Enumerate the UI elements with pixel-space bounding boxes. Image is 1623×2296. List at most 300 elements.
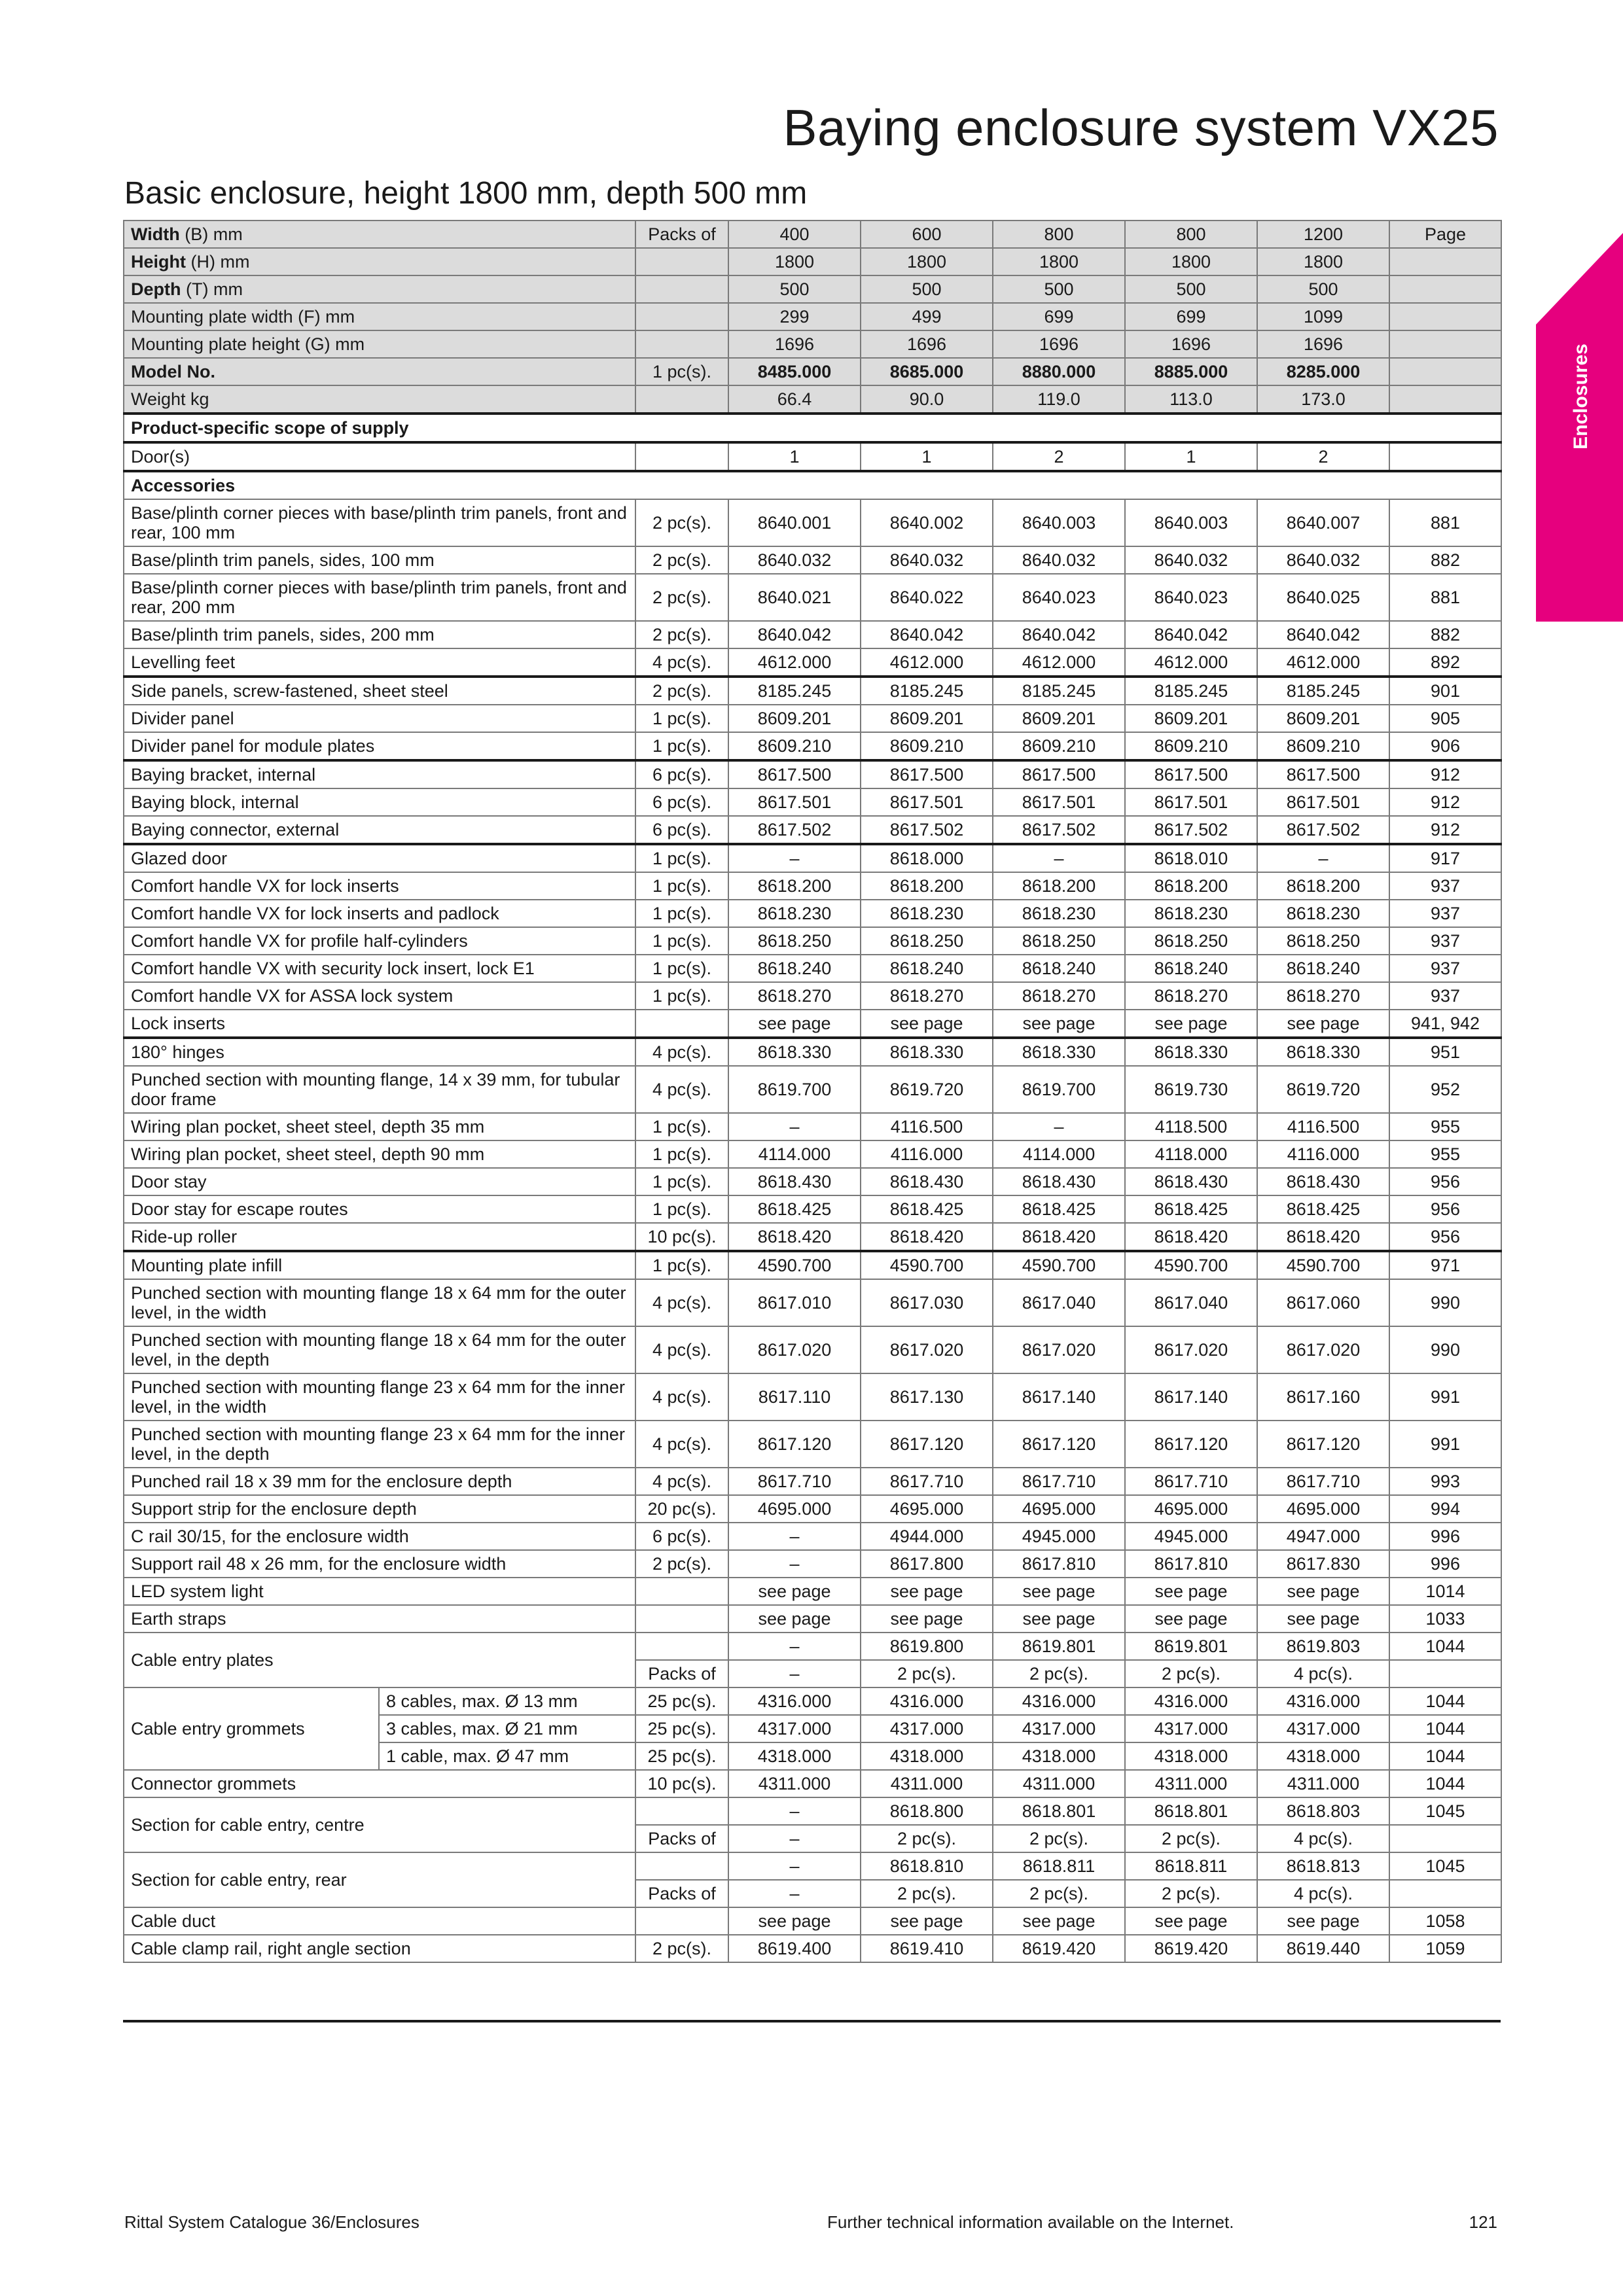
- value-cell: 8618.200: [1125, 872, 1257, 900]
- packs-cell: Packs of: [635, 1825, 728, 1852]
- value-cell: 8617.810: [1125, 1550, 1257, 1578]
- packs-cell: 1 pc(s).: [635, 872, 728, 900]
- value-cell: 8185.245: [861, 677, 993, 705]
- table-row: [124, 900, 1501, 927]
- value-cell: 4316.000: [861, 1687, 993, 1715]
- table-row: [124, 1605, 1501, 1633]
- value-cell: 4114.000: [728, 1140, 861, 1168]
- table-row: [124, 1251, 1501, 1279]
- row-label-unit: (H) mm: [186, 252, 250, 272]
- value-cell: 8185.245: [993, 677, 1125, 705]
- value-cell: 8619.801: [1125, 1633, 1257, 1660]
- page-cell: 901: [1389, 677, 1501, 705]
- packs-cell: 1 pc(s).: [635, 1113, 728, 1140]
- value-cell: 8619.700: [728, 1066, 861, 1113]
- row-label: Comfort handle VX for lock inserts and padlock: [124, 900, 635, 927]
- table-row: [124, 1113, 1501, 1140]
- value-cell: 699: [993, 303, 1125, 330]
- row-label: Mounting plate infill: [124, 1251, 635, 1279]
- packs-cell: 1 pc(s).: [635, 1168, 728, 1195]
- page-cell: 912: [1389, 788, 1501, 816]
- row-label: Section for cable entry, centre: [124, 1797, 635, 1852]
- value-cell: 8617.501: [1125, 788, 1257, 816]
- value-cell: 4116.500: [861, 1113, 993, 1140]
- value-cell: 8618.200: [1257, 872, 1389, 900]
- value-cell: 8618.250: [861, 927, 993, 955]
- packs-cell: 2 pc(s).: [635, 677, 728, 705]
- row-sublabel: 8 cables, max. Ø 13 mm: [379, 1687, 635, 1715]
- page-cell: [1389, 1825, 1501, 1852]
- page-cell: 937: [1389, 872, 1501, 900]
- value-cell: 8609.210: [1125, 732, 1257, 760]
- value-cell: 8618.801: [1125, 1797, 1257, 1825]
- value-cell: 8618.425: [993, 1195, 1125, 1223]
- value-cell: 8618.813: [1257, 1852, 1389, 1880]
- row-label: Punched section with mounting flange, 14 x 39 mm, for tubular door frame: [124, 1066, 635, 1113]
- value-cell: 2 pc(s).: [1125, 1880, 1257, 1907]
- value-cell: 1800: [728, 248, 861, 275]
- table-row: [124, 677, 1501, 705]
- value-cell: 4318.000: [861, 1742, 993, 1770]
- value-cell: 8640.022: [861, 574, 993, 621]
- value-cell: 8617.040: [993, 1279, 1125, 1326]
- page-cell: [1389, 330, 1501, 358]
- value-cell: 8617.030: [861, 1279, 993, 1326]
- value-cell: 8640.042: [1257, 621, 1389, 648]
- table-row: [124, 1066, 1501, 1113]
- value-cell: 8617.502: [861, 816, 993, 844]
- value-cell: 8640.032: [1257, 546, 1389, 574]
- value-cell: 8618.810: [861, 1852, 993, 1880]
- packs-cell: 10 pc(s).: [635, 1770, 728, 1797]
- value-cell: 4316.000: [1125, 1687, 1257, 1715]
- value-cell: 4612.000: [728, 648, 861, 677]
- value-cell: 8640.032: [993, 546, 1125, 574]
- page-cell: [1389, 275, 1501, 303]
- value-cell: 8617.710: [1125, 1468, 1257, 1495]
- value-cell: 8618.425: [1125, 1195, 1257, 1223]
- packs-cell: 1 pc(s).: [635, 982, 728, 1010]
- value-cell: 8609.210: [1257, 732, 1389, 760]
- value-cell: 8618.801: [993, 1797, 1125, 1825]
- table-row: [124, 1279, 1501, 1326]
- value-cell: –: [993, 1113, 1125, 1140]
- value-cell: see page: [728, 1578, 861, 1605]
- packs-cell: 4 pc(s).: [635, 1326, 728, 1373]
- table-row: [124, 982, 1501, 1010]
- value-cell: 8617.500: [728, 760, 861, 788]
- packs-cell: [635, 1578, 728, 1605]
- value-cell: 4318.000: [728, 1742, 861, 1770]
- value-cell: 4316.000: [728, 1687, 861, 1715]
- value-cell: 4311.000: [861, 1770, 993, 1797]
- table-row: [124, 1010, 1501, 1038]
- value-cell: 8618.430: [993, 1168, 1125, 1195]
- value-cell: 8618.230: [728, 900, 861, 927]
- value-cell: 1800: [993, 248, 1125, 275]
- packs-cell: Packs of: [635, 1660, 728, 1687]
- row-label: Cable entry grommets: [124, 1687, 379, 1770]
- row-label: Cable duct: [124, 1907, 635, 1935]
- value-cell: 8617.060: [1257, 1279, 1389, 1326]
- value-cell: 4316.000: [993, 1687, 1125, 1715]
- value-cell: 4311.000: [1125, 1770, 1257, 1797]
- packs-cell: 4 pc(s).: [635, 1468, 728, 1495]
- page-cell: 956: [1389, 1223, 1501, 1251]
- row-label-unit: (T) mm: [181, 279, 243, 299]
- packs-cell: 4 pc(s).: [635, 1373, 728, 1421]
- value-cell: 8618.250: [1257, 927, 1389, 955]
- value-cell: see page: [993, 1578, 1125, 1605]
- value-cell: 8617.020: [728, 1326, 861, 1373]
- value-cell: 8619.800: [861, 1633, 993, 1660]
- packs-cell: Packs of: [635, 1880, 728, 1907]
- value-cell: –: [728, 1550, 861, 1578]
- packs-cell: 1 pc(s).: [635, 927, 728, 955]
- packs-cell: Packs of: [635, 221, 728, 248]
- value-cell: 4311.000: [1257, 1770, 1389, 1797]
- table-row: [124, 1140, 1501, 1168]
- page-subtitle: Basic enclosure, height 1800 mm, depth 500 mm: [124, 176, 808, 211]
- value-cell: 8618.420: [1125, 1223, 1257, 1251]
- table-row: [124, 1195, 1501, 1223]
- table-row: [124, 499, 1501, 546]
- value-cell: see page: [728, 1907, 861, 1935]
- section-tab-label: Enclosures: [1570, 344, 1592, 450]
- value-cell: 8619.720: [1257, 1066, 1389, 1113]
- page-cell: 1044: [1389, 1770, 1501, 1797]
- table-row: [124, 1168, 1501, 1195]
- value-cell: 4118.500: [1125, 1113, 1257, 1140]
- value-cell: 4947.000: [1257, 1523, 1389, 1550]
- value-cell: 8618.240: [1125, 955, 1257, 982]
- value-cell: 4695.000: [861, 1495, 993, 1523]
- table-row: [124, 1907, 1501, 1935]
- value-cell: 8640.042: [1125, 621, 1257, 648]
- value-cell: 2 pc(s).: [861, 1880, 993, 1907]
- value-cell: 8618.330: [993, 1038, 1125, 1066]
- table-row: [124, 358, 1501, 385]
- value-cell: 500: [728, 275, 861, 303]
- value-cell: 8618.240: [728, 955, 861, 982]
- page-cell: 937: [1389, 982, 1501, 1010]
- value-cell: 113.0: [1125, 385, 1257, 414]
- table-row: [124, 1523, 1501, 1550]
- value-cell: 8640.032: [728, 546, 861, 574]
- value-cell: 4118.000: [1125, 1140, 1257, 1168]
- packs-cell: [635, 1852, 728, 1880]
- value-cell: see page: [1125, 1907, 1257, 1935]
- packs-cell: 6 pc(s).: [635, 1523, 728, 1550]
- table-row: [124, 648, 1501, 677]
- value-cell: 2 pc(s).: [993, 1660, 1125, 1687]
- value-cell: 8185.245: [1125, 677, 1257, 705]
- value-cell: 2: [993, 442, 1125, 471]
- value-cell: 4318.000: [993, 1742, 1125, 1770]
- table-row: [124, 1687, 1501, 1715]
- value-cell: 8609.201: [993, 705, 1125, 732]
- value-cell: 8617.800: [861, 1550, 993, 1578]
- value-cell: 8617.140: [993, 1373, 1125, 1421]
- value-cell: 8619.700: [993, 1066, 1125, 1113]
- value-cell: 8618.430: [1125, 1168, 1257, 1195]
- value-cell: 8640.002: [861, 499, 993, 546]
- page-cell: 937: [1389, 927, 1501, 955]
- value-cell: 4318.000: [1125, 1742, 1257, 1770]
- value-cell: see page: [993, 1010, 1125, 1038]
- value-cell: 8618.200: [728, 872, 861, 900]
- table-row: [124, 732, 1501, 760]
- value-cell: 8619.803: [1257, 1633, 1389, 1660]
- value-cell: 8618.270: [728, 982, 861, 1010]
- value-cell: 8617.500: [993, 760, 1125, 788]
- value-cell: 8609.201: [1125, 705, 1257, 732]
- value-cell: 8640.032: [1125, 546, 1257, 574]
- value-cell: 4695.000: [728, 1495, 861, 1523]
- row-label-unit: Mounting plate width (F) mm: [131, 307, 355, 327]
- value-cell: 8609.201: [1257, 705, 1389, 732]
- value-cell: 4317.000: [1125, 1715, 1257, 1742]
- table-row: [124, 1633, 1501, 1660]
- table-row: [124, 330, 1501, 358]
- row-label: Door(s): [124, 442, 635, 471]
- value-cell: 4695.000: [1257, 1495, 1389, 1523]
- value-cell: 2 pc(s).: [861, 1825, 993, 1852]
- packs-cell: 1 pc(s).: [635, 358, 728, 385]
- table-row: [124, 303, 1501, 330]
- section-heading: Accessories: [124, 471, 1501, 499]
- value-cell: 8619.730: [1125, 1066, 1257, 1113]
- value-cell: 4114.000: [993, 1140, 1125, 1168]
- packs-cell: 1 pc(s).: [635, 732, 728, 760]
- value-cell: 8617.501: [728, 788, 861, 816]
- packs-cell: [635, 442, 728, 471]
- value-cell: 8609.210: [728, 732, 861, 760]
- packs-cell: [635, 1010, 728, 1038]
- table-row: [124, 705, 1501, 732]
- page-cell: 996: [1389, 1550, 1501, 1578]
- value-cell: 8609.201: [728, 705, 861, 732]
- value-cell: 8618.430: [861, 1168, 993, 1195]
- value-cell: 8617.502: [993, 816, 1125, 844]
- value-cell: 8618.811: [1125, 1852, 1257, 1880]
- value-cell: 4612.000: [1257, 648, 1389, 677]
- table-row: [124, 1038, 1501, 1066]
- value-cell: –: [728, 1113, 861, 1140]
- value-cell: 8609.201: [861, 705, 993, 732]
- value-cell: 8617.040: [1125, 1279, 1257, 1326]
- row-label-key: Height: [131, 252, 186, 272]
- page-cell: [1389, 442, 1501, 471]
- value-cell: see page: [861, 1605, 993, 1633]
- table-row: [124, 546, 1501, 574]
- spec-table-body: [124, 221, 1501, 1962]
- row-label-key: Model No.: [131, 362, 215, 381]
- value-cell: 8640.021: [728, 574, 861, 621]
- value-cell: 8617.110: [728, 1373, 861, 1421]
- row-label: Baying connector, external: [124, 816, 635, 844]
- table-row: [124, 844, 1501, 872]
- table-row: [124, 1326, 1501, 1373]
- page-title: Baying enclosure system VX25: [783, 99, 1499, 156]
- value-cell: 4311.000: [728, 1770, 861, 1797]
- value-cell: 4945.000: [993, 1523, 1125, 1550]
- row-label: [124, 221, 635, 248]
- value-cell: 4317.000: [728, 1715, 861, 1742]
- page-cell: 912: [1389, 760, 1501, 788]
- value-cell: 8618.230: [1257, 900, 1389, 927]
- value-cell: 4316.000: [1257, 1687, 1389, 1715]
- value-cell: –: [993, 844, 1125, 872]
- packs-cell: 25 pc(s).: [635, 1687, 728, 1715]
- value-cell: 8618.420: [1257, 1223, 1389, 1251]
- page-cell: Page: [1389, 221, 1501, 248]
- page-cell: 994: [1389, 1495, 1501, 1523]
- page-cell: 882: [1389, 621, 1501, 648]
- value-cell: 4695.000: [993, 1495, 1125, 1523]
- value-cell: 4612.000: [1125, 648, 1257, 677]
- table-row: [124, 1578, 1501, 1605]
- row-label: [124, 385, 635, 414]
- table-row: [124, 1223, 1501, 1251]
- packs-cell: [635, 1605, 728, 1633]
- table-row: [124, 760, 1501, 788]
- value-cell: see page: [993, 1605, 1125, 1633]
- value-cell: 8617.120: [728, 1421, 861, 1468]
- value-cell: 8640.042: [993, 621, 1125, 648]
- row-label: Lock inserts: [124, 1010, 635, 1038]
- packs-cell: 1 pc(s).: [635, 1195, 728, 1223]
- page-cell: 892: [1389, 648, 1501, 677]
- value-cell: 8609.210: [861, 732, 993, 760]
- page-cell: 955: [1389, 1113, 1501, 1140]
- value-cell: 8640.001: [728, 499, 861, 546]
- value-cell: 8618.330: [1257, 1038, 1389, 1066]
- value-cell: 4317.000: [993, 1715, 1125, 1742]
- value-cell: 4116.000: [1257, 1140, 1389, 1168]
- value-cell: 4590.700: [861, 1251, 993, 1279]
- value-cell: 8618.420: [728, 1223, 861, 1251]
- value-cell: 8618.250: [1125, 927, 1257, 955]
- value-cell: –: [728, 1825, 861, 1852]
- value-cell: 4116.500: [1257, 1113, 1389, 1140]
- value-cell: 8617.500: [1125, 760, 1257, 788]
- table-row: [124, 471, 1501, 499]
- value-cell: 4590.700: [1125, 1251, 1257, 1279]
- page-cell: 1033: [1389, 1605, 1501, 1633]
- packs-cell: 20 pc(s).: [635, 1495, 728, 1523]
- value-cell: 8685.000: [861, 358, 993, 385]
- value-cell: 4 pc(s).: [1257, 1660, 1389, 1687]
- page-cell: 952: [1389, 1066, 1501, 1113]
- value-cell: 8617.140: [1125, 1373, 1257, 1421]
- row-label: Connector grommets: [124, 1770, 635, 1797]
- table-row: [124, 927, 1501, 955]
- row-label: Comfort handle VX for profile half-cylinders: [124, 927, 635, 955]
- page-cell: 1058: [1389, 1907, 1501, 1935]
- row-sublabel: 1 cable, max. Ø 47 mm: [379, 1742, 635, 1770]
- page-cell: 941, 942: [1389, 1010, 1501, 1038]
- packs-cell: 2 pc(s).: [635, 546, 728, 574]
- value-cell: 2 pc(s).: [1125, 1825, 1257, 1852]
- value-cell: 8618.200: [861, 872, 993, 900]
- value-cell: 8619.420: [993, 1935, 1125, 1962]
- value-cell: 8618.250: [993, 927, 1125, 955]
- value-cell: 8885.000: [1125, 358, 1257, 385]
- page-cell: 937: [1389, 955, 1501, 982]
- value-cell: 8617.120: [1125, 1421, 1257, 1468]
- value-cell: 8617.500: [1257, 760, 1389, 788]
- value-cell: 8617.830: [1257, 1550, 1389, 1578]
- row-label: Divider panel: [124, 705, 635, 732]
- row-label: [124, 248, 635, 275]
- value-cell: –: [728, 1660, 861, 1687]
- row-label: Punched section with mounting flange 18 x 64 mm for the outer level, in the width: [124, 1279, 635, 1326]
- row-label-key: Width: [131, 224, 180, 244]
- value-cell: 8618.430: [728, 1168, 861, 1195]
- value-cell: 800: [993, 221, 1125, 248]
- value-cell: 4612.000: [993, 648, 1125, 677]
- value-cell: 66.4: [728, 385, 861, 414]
- row-label: C rail 30/15, for the enclosure width: [124, 1523, 635, 1550]
- packs-cell: 1 pc(s).: [635, 844, 728, 872]
- value-cell: 8617.120: [993, 1421, 1125, 1468]
- row-label: Base/plinth corner pieces with base/plinth trim panels, front and rear, 100 mm: [124, 499, 635, 546]
- value-cell: 1800: [1125, 248, 1257, 275]
- row-label: LED system light: [124, 1578, 635, 1605]
- page-cell: 1044: [1389, 1742, 1501, 1770]
- row-label: Support strip for the enclosure depth: [124, 1495, 635, 1523]
- row-label: Earth straps: [124, 1605, 635, 1633]
- page-cell: 971: [1389, 1251, 1501, 1279]
- packs-cell: [635, 1907, 728, 1935]
- value-cell: 119.0: [993, 385, 1125, 414]
- page-cell: 881: [1389, 574, 1501, 621]
- row-label: Glazed door: [124, 844, 635, 872]
- value-cell: 1099: [1257, 303, 1389, 330]
- value-cell: 8640.003: [993, 499, 1125, 546]
- page-cell: 937: [1389, 900, 1501, 927]
- row-label: Baying block, internal: [124, 788, 635, 816]
- value-cell: 4612.000: [861, 648, 993, 677]
- packs-cell: 4 pc(s).: [635, 1066, 728, 1113]
- value-cell: –: [728, 1633, 861, 1660]
- row-label: Ride-up roller: [124, 1223, 635, 1251]
- value-cell: 500: [993, 275, 1125, 303]
- packs-cell: 4 pc(s).: [635, 1038, 728, 1066]
- value-cell: 8618.240: [993, 955, 1125, 982]
- value-cell: 4116.000: [861, 1140, 993, 1168]
- page-cell: [1389, 1660, 1501, 1687]
- packs-cell: 25 pc(s).: [635, 1715, 728, 1742]
- spec-table: [123, 220, 1502, 1963]
- page-cell: 956: [1389, 1195, 1501, 1223]
- value-cell: 1: [728, 442, 861, 471]
- table-row: [124, 1421, 1501, 1468]
- value-cell: see page: [1257, 1578, 1389, 1605]
- value-cell: 8640.023: [993, 574, 1125, 621]
- value-cell: 1: [1125, 442, 1257, 471]
- value-cell: 8619.440: [1257, 1935, 1389, 1962]
- value-cell: 8617.020: [993, 1326, 1125, 1373]
- row-label-unit: (B) mm: [179, 224, 243, 244]
- row-label: [124, 330, 635, 358]
- packs-cell: 2 pc(s).: [635, 1935, 728, 1962]
- table-row: [124, 221, 1501, 248]
- value-cell: 400: [728, 221, 861, 248]
- value-cell: 1800: [1257, 248, 1389, 275]
- row-label: Comfort handle VX with security lock insert, lock E1: [124, 955, 635, 982]
